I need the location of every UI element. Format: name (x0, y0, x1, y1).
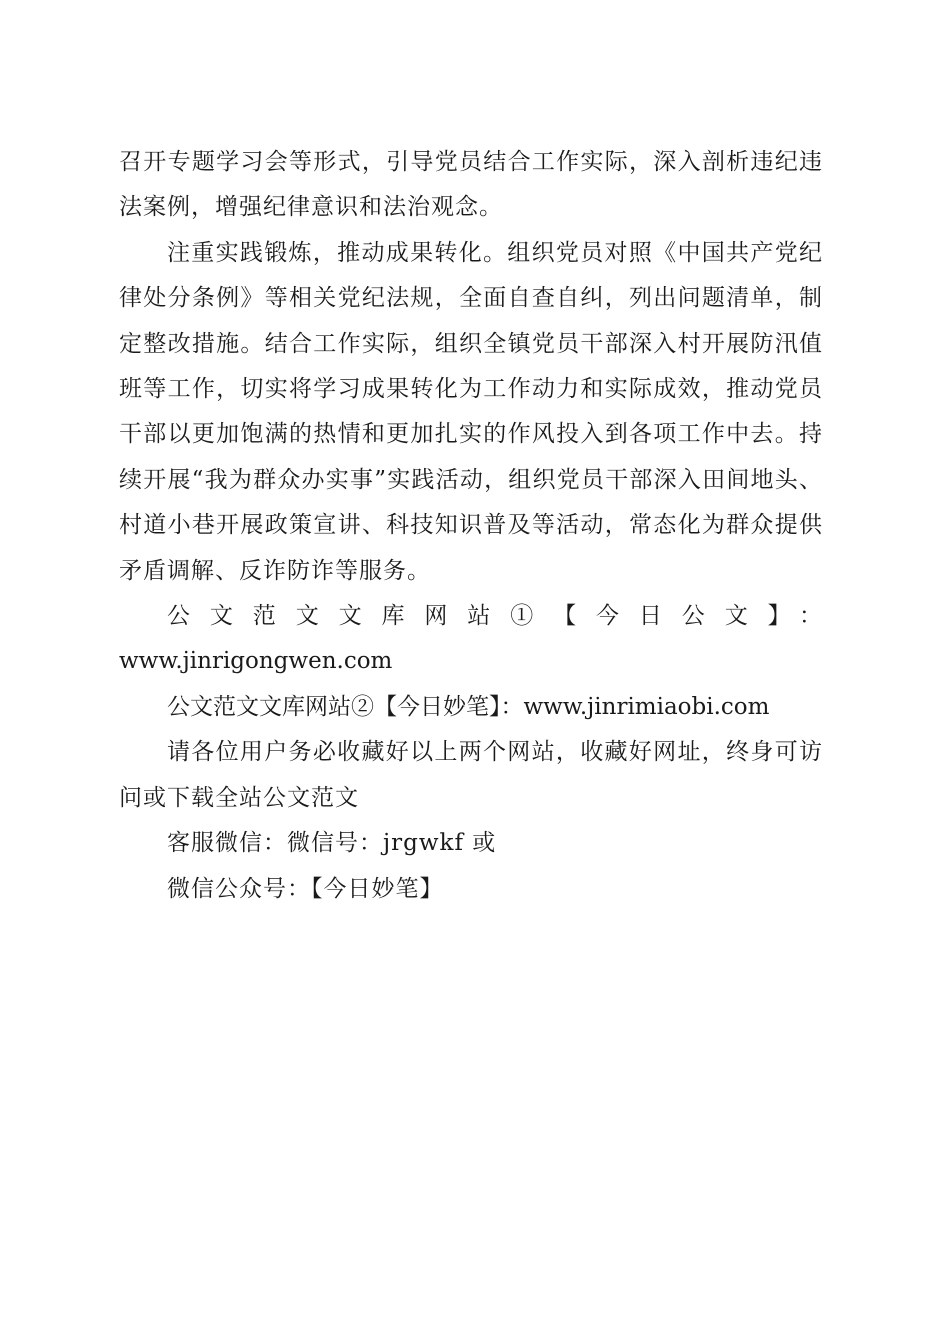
document-body (119, 140, 823, 912)
site1-url: www.jinrigongwen.com (119, 648, 393, 675)
wechat-service-line: 客服微信：微信号：jrgwkf 或 (167, 830, 497, 857)
paragraph-practice: 注重实践锻炼，推动成果转化。组织党员对照《中国共产党纪律处分条例》等相关党纪法规，全面自查自纠，列出问题清单，制定整改措施。结合工作实际，组织全镇党员干部深入村开展防汛值班等工作，切实将学习成果转化为工作动力和实际成效，推动党员干部以更加饱满的热情和更加扎实的作风投入到各项工作中去。持续开展“我为群众办实事”实践活动，组织党员干部深入田间地头、村道小巷开展政策宣讲、科技知识普及等活动，常态化为群众提供矛盾调解、反诈防诈等服务。 (119, 239, 823, 584)
bookmark-notice: 请各位用户务必收藏好以上两个网站，收藏好网址，终身可访问或下载全站公文范文 (119, 739, 823, 811)
paragraph-study-meeting: 召开专题学习会等形式，引导党员结合工作实际，深入剖析违纪违法案例，增强纪律意识和法治观念。 (119, 149, 823, 221)
wechat-public-line: 微信公众号：【今日妙笔】 (167, 875, 444, 902)
site2-line: 公文范文文库网站②【今日妙笔】：www.jinrimiaobi.com (167, 693, 770, 720)
site1-label: 公文范文文库网站①【今日公文】： (167, 603, 823, 630)
